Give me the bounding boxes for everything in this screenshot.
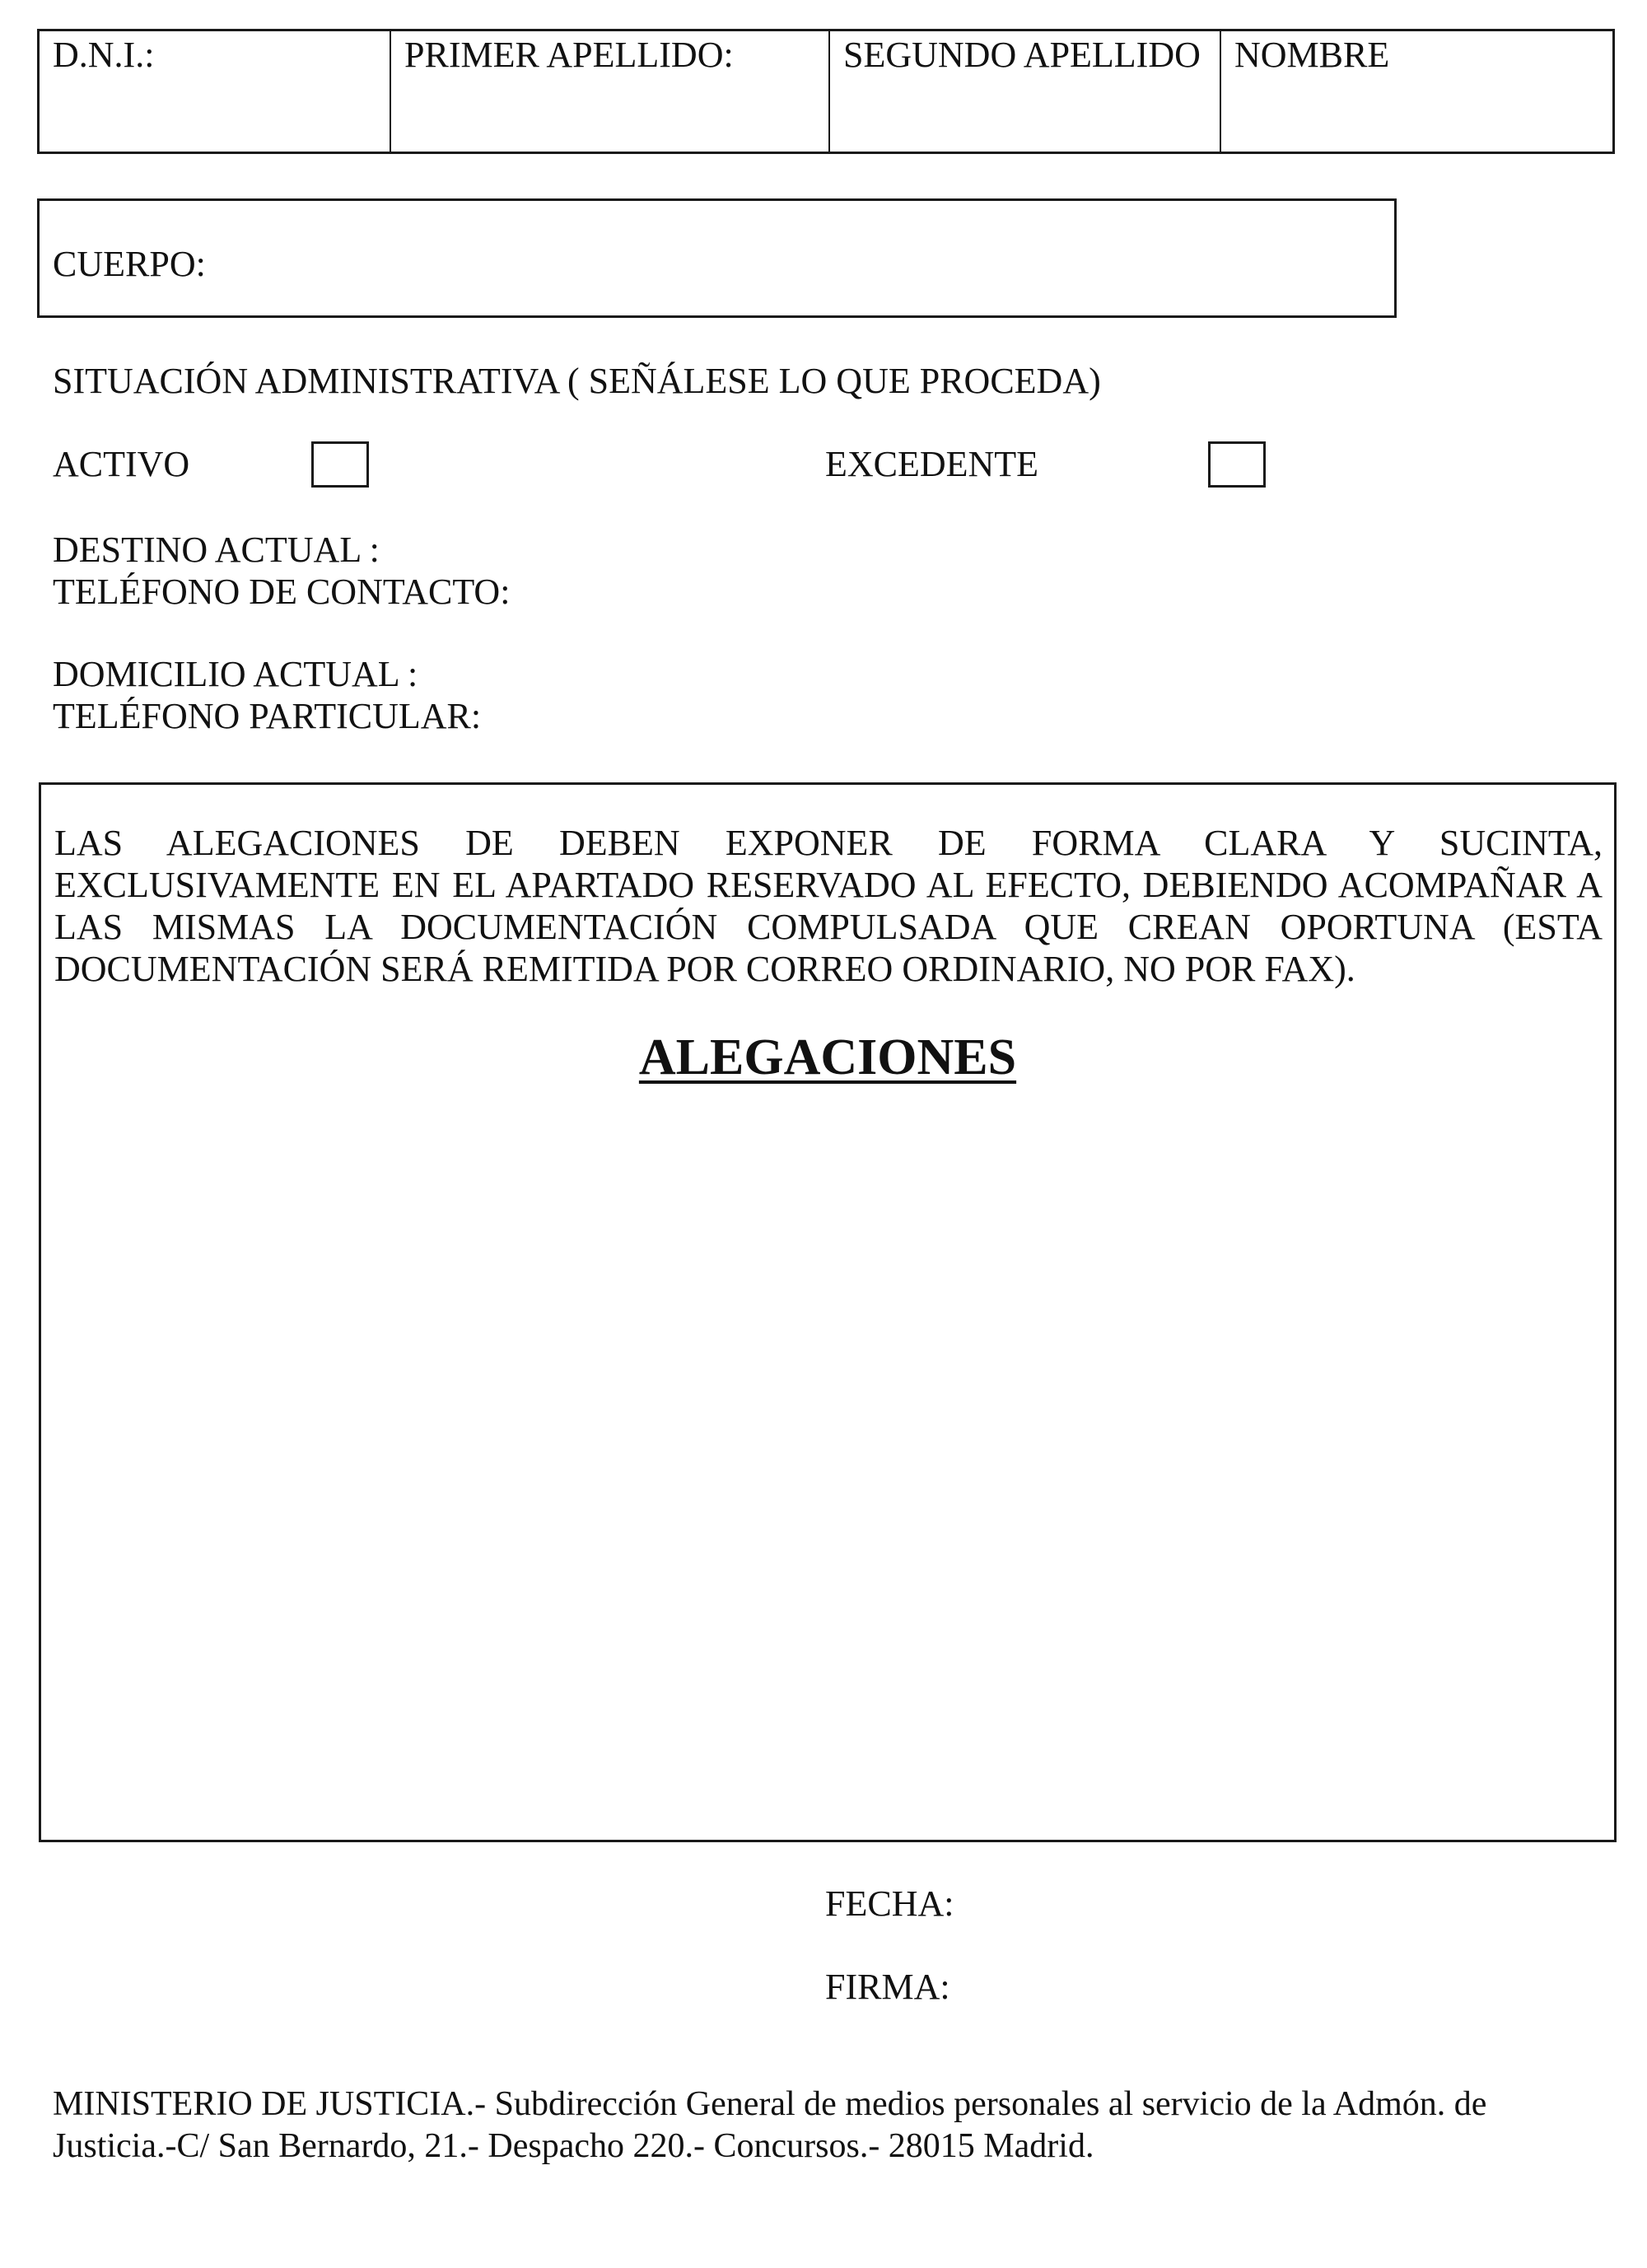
alegaciones-box[interactable] [39, 782, 1617, 1842]
telefono-particular-label: TELÉFONO PARTICULAR: [53, 696, 482, 736]
primer-apellido-cell[interactable] [390, 31, 828, 152]
nombre-label: NOMBRE [1234, 35, 1390, 75]
excedente-label: EXCEDENTE [825, 444, 1039, 484]
footer-line-2: Justicia.-C/ San Bernardo, 21.- Despacho 220.- Concursos.- 28015 Madrid. [53, 2127, 1094, 2165]
primer-apellido-label: PRIMER APELLIDO: [404, 35, 734, 75]
situacion-heading: SITUACIÓN ADMINISTRATIVA ( SEÑÁLESE LO QUE PROCEDA) [53, 361, 1101, 401]
excedente-checkbox[interactable] [1208, 441, 1266, 488]
firma-label: FIRMA: [825, 1967, 950, 2007]
destino-label: DESTINO ACTUAL : [53, 530, 380, 570]
footer-line-1: MINISTERIO DE JUSTICIA.- Subdirección General de medios personales al servicio de la Admón. de [53, 2085, 1487, 2123]
telefono-contacto-label: TELÉFONO DE CONTACTO: [53, 572, 511, 612]
activo-checkbox[interactable] [311, 441, 369, 488]
nombre-cell[interactable] [1220, 31, 1612, 152]
segundo-apellido-label: SEGUNDO APELLIDO [843, 35, 1201, 75]
domicilio-label: DOMICILIO ACTUAL : [53, 654, 418, 694]
identity-table [37, 29, 1615, 154]
activo-label: ACTIVO [53, 444, 190, 484]
cuerpo-label: CUERPO: [53, 244, 206, 284]
dni-label: D.N.I.: [53, 35, 155, 75]
fecha-label: FECHA: [825, 1883, 954, 1924]
dni-cell[interactable] [40, 31, 390, 152]
footer-address [53, 2084, 1601, 2168]
alegaciones-title: ALEGACIONES [638, 1029, 1017, 1085]
segundo-apellido-cell[interactable] [828, 31, 1220, 152]
alegaciones-instructions: LAS ALEGACIONES DE DEBEN EXPONER DE FORMA CLARA Y SUCINTA, EXCLUSIVAMENTE EN EL APARTADO RESERVADO AL EFECTO, DEBIENDO ACOMPAÑAR A LAS MISMAS LA DOCUMENTACIÓN COMPULSADA QUE CREAN OPORTUNA (ESTA DOCUMENTACIÓN SERÁ REMITIDA POR CORREO ORDINARIO, NO POR FAX). [54, 823, 1603, 989]
cuerpo-field[interactable] [37, 198, 1397, 318]
